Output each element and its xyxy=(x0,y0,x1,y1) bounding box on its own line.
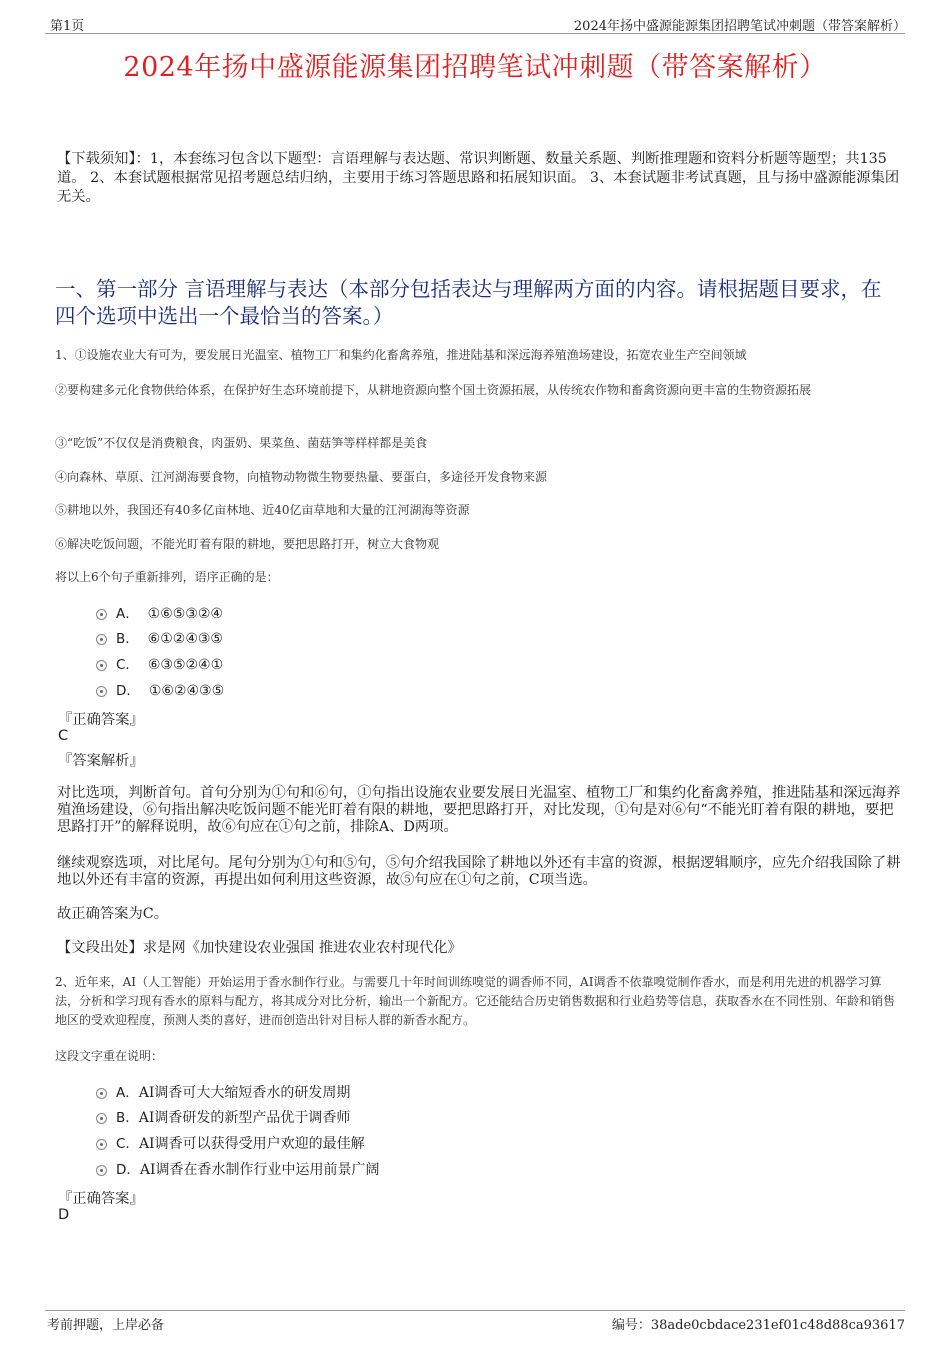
q2-option-c[interactable] xyxy=(96,1134,365,1154)
q1-sentence-2: ②要构建多元化食物供给体系，在保护好生态环境前提下，从耕地资源向整个国土资源拓展，从传统农作物和畜禽资源向更丰富的生物资源拓展 xyxy=(55,383,812,397)
q1-option-d[interactable] xyxy=(96,681,224,701)
document-title: 2024年扬中盛源能源集团招聘笔试冲刺题（带答案解析） xyxy=(123,52,827,83)
option-letter: C． xyxy=(116,1136,139,1152)
q2-stem: 2、近年来，AI（人工智能）开始运用于香水制作行业。与需要几十年时间训练嗅觉的调香师不同，AI调香不依靠嗅觉制作香水，而是利用先进的机器学习算法，分析和学习现有香水的原料与配方，将其成分对比分析，输出一个新配方。它还能结合历史销售数据和行业趋势等信息，获取香水在不同性别、年龄和销售地区的受欢迎程度，预测人类的喜好，进而创造出针对目标人群的新香水配方。 xyxy=(55,975,896,1027)
radio-icon[interactable] xyxy=(96,1088,107,1099)
download-notice: 【下载须知】：1，本套练习包含以下题型：言语理解与表达题、常识判断题、数量关系题、判断推理题和资料分析题等题型；共135道。 2、本套试题根据常见招考题总结归纳，主要用于练习答题思路和拓展知识面。 3、本套试题非考试真题，且与扬中盛源能源集团无关。 xyxy=(57,151,900,205)
option-letter: A． xyxy=(116,1085,139,1101)
footer-code: 编号：38ade0cbdace231ef01c48d88ca93617 xyxy=(611,1318,905,1333)
option-text: ⑥③⑤②④① xyxy=(147,657,224,673)
q2-question: 这段文字重在说明： xyxy=(55,1049,164,1063)
q2-option-d[interactable] xyxy=(96,1160,380,1180)
option-text: AI调香在香水制作行业中运用前景广阔 xyxy=(139,1162,380,1178)
q1-answer-label: 『正确答案』 xyxy=(58,712,144,728)
section-heading: 一、第一部分 言语理解与表达（本部分包括表达与理解两方面的内容。请根据题目要求，在四个选项中选出一个最恰当的答案。） xyxy=(55,277,882,328)
option-text: AI调香可大大缩短香水的研发周期 xyxy=(138,1085,351,1101)
q1-option-c[interactable] xyxy=(96,655,223,675)
option-letter: D． xyxy=(116,683,140,699)
option-letter: B． xyxy=(116,1110,139,1126)
footer-slogan: 考前押题，上岸必备 xyxy=(47,1318,165,1333)
q1-question: 将以上6个句子重新排列，语序正确的是： xyxy=(55,570,279,584)
option-letter: D． xyxy=(116,1162,140,1178)
q1-sentence-3: ③“吃饭”不仅仅是消费粮食，肉蛋奶、果菜鱼、菌菇笋等样样都是美食 xyxy=(55,436,428,450)
option-text: ①⑥②④③⑤ xyxy=(148,683,225,699)
q1-analysis-label: 『答案解析』 xyxy=(58,753,144,769)
option-text: AI调香研发的新型产品优于调香师 xyxy=(138,1110,351,1126)
q1-source: 【文段出处】求是网《加快建设农业强国 推进农业农村现代化》 xyxy=(57,940,462,956)
q1-analysis-conclusion: 故正确答案为C。 xyxy=(57,906,169,922)
radio-icon[interactable] xyxy=(96,1165,107,1176)
q1-analysis-para-2: 继续观察选项，对比尾句。尾句分别为①句和⑤句，⑤句介绍我国除了耕地以外还有丰富的资源，根据逻辑顺序，应先介绍我国除了耕地以外还有丰富的资源，再提出如何利用这些资源，故⑤句应在①句之前，C项当选。 xyxy=(57,855,901,888)
q1-sentence-4: ④向森林、草原、江河湖海要食物，向植物动物微生物要热量、要蛋白，多途径开发食物来源 xyxy=(55,470,548,484)
footer-divider xyxy=(45,1310,905,1311)
option-text: ①⑥⑤③②④ xyxy=(147,606,223,622)
option-text: AI调香可以获得受用户欢迎的最佳解 xyxy=(138,1136,365,1152)
q1-sentence-5: ⑤耕地以外，我国还有40多亿亩林地、近40亿亩草地和大量的江河湖海等资源 xyxy=(55,503,470,517)
radio-icon[interactable] xyxy=(96,634,107,645)
option-letter: C． xyxy=(116,657,139,673)
q2-answer: D xyxy=(58,1207,70,1223)
q1-sentence-6: ⑥解决吃饭问题，不能光盯着有限的耕地，要把思路打开，树立大食物观 xyxy=(55,537,440,551)
option-letter: A． xyxy=(116,606,139,622)
radio-icon[interactable] xyxy=(96,609,107,620)
header-divider xyxy=(45,33,905,34)
radio-icon[interactable] xyxy=(96,1139,107,1150)
radio-icon[interactable] xyxy=(96,686,107,697)
q1-answer: C xyxy=(58,728,69,744)
page-number: 第1页 xyxy=(50,19,85,34)
radio-icon[interactable] xyxy=(96,1113,107,1124)
q2-answer-label: 『正确答案』 xyxy=(58,1191,144,1207)
q1-option-b[interactable] xyxy=(96,629,223,649)
option-text: ⑥①②④③⑤ xyxy=(147,631,223,647)
q1-stem: 1、①设施农业大有可为，要发展日光温室、植物工厂和集约化畜禽养殖，推进陆基和深远海养殖渔场建设，拓宽农业生产空间领域 xyxy=(55,348,747,362)
radio-icon[interactable] xyxy=(96,660,107,671)
header-doc-title: 2024年扬中盛源能源集团招聘笔试冲刺题（带答案解析） xyxy=(573,19,906,34)
option-letter: B． xyxy=(116,631,139,647)
q2-option-a[interactable] xyxy=(96,1083,350,1103)
q1-analysis-para-1: 对比选项，判断首句。首句分别为①句和⑥句，①句指出设施农业要发展日光温室、植物工厂和集约化畜禽养殖，推进陆基和深远海养殖渔场建设，⑥句指出解决吃饭问题不能光盯着有限的耕地，要把思路打开，对比发现，①句是对⑥句“不能光盯着有限的耕地，要把思路打开”的解释说明，故⑥句应在①句之前，排除A、D两项。 xyxy=(57,785,901,835)
q1-option-a[interactable] xyxy=(96,604,223,624)
q2-option-b[interactable] xyxy=(96,1108,350,1128)
